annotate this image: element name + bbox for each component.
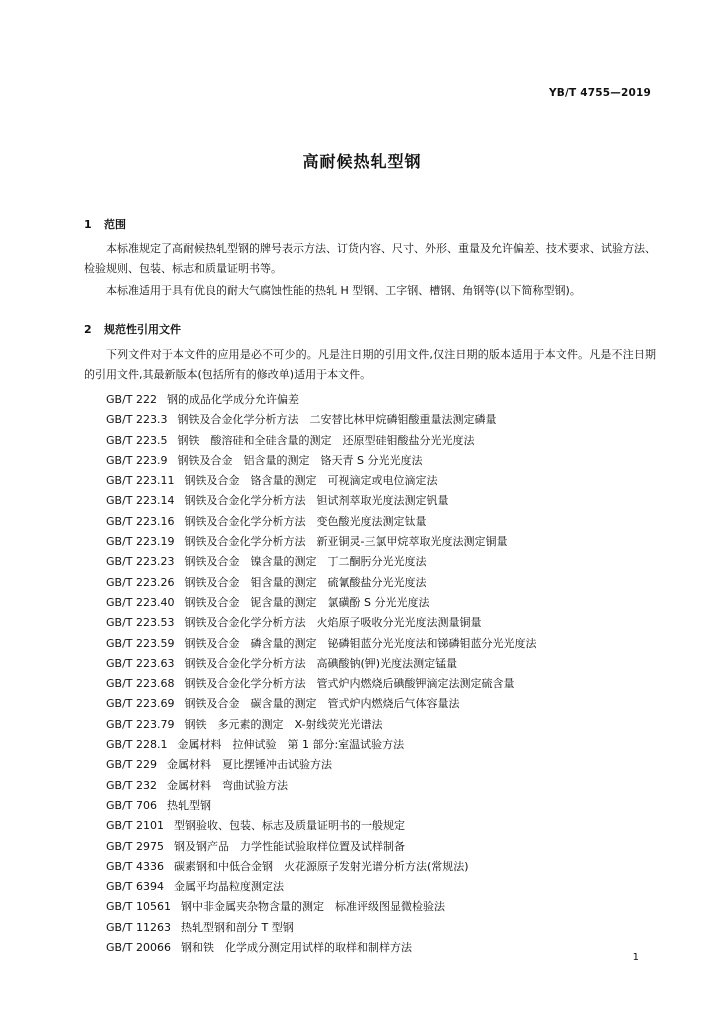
reference-code: GB/T 223.23 <box>106 555 175 569</box>
reference-code: GB/T 223.69 <box>106 697 175 711</box>
reference-item <box>106 735 536 755</box>
reference-title: 钢铁及合金 铬含量的测定 可视滴定或电位滴定法 <box>184 474 438 488</box>
reference-title: 钢铁及合金化学分析方法 新亚铜灵-三氯甲烷萃取光度法测定铜量 <box>184 535 508 549</box>
reference-title: 碳素钢和中低合金钢 火花源原子发射光谱分析方法(常规法) <box>174 859 469 873</box>
reference-title: 钢铁及合金 铝含量的测定 铬天青 S 分光光度法 <box>177 453 423 467</box>
reference-code: GB/T 6394 <box>106 880 164 894</box>
reference-title: 金属平均晶粒度测定法 <box>174 880 284 894</box>
reference-code: GB/T 706 <box>106 798 157 812</box>
reference-code: GB/T 223.68 <box>106 677 175 691</box>
reference-code: GB/T 20066 <box>106 941 171 955</box>
reference-title: 钢铁及合金化学分析方法 变色酸光度法测定钛量 <box>184 514 427 528</box>
reference-code: GB/T 223.3 <box>106 413 168 427</box>
reference-code: GB/T 223.53 <box>106 616 175 630</box>
reference-code: GB/T 223.5 <box>106 433 168 447</box>
reference-title: 热轧型钢和剖分 T 型钢 <box>181 920 294 934</box>
reference-code: GB/T 232 <box>106 778 157 792</box>
reference-code: GB/T 2975 <box>106 839 164 853</box>
references-intro: 下列文件对于本文件的应用是必不可少的。凡是注日期的引用文件,仅注日期的版本适用于本文件。凡是不注日期的引用文件,其最新版本(包括所有的修改单)适用于本文件。 <box>84 348 656 381</box>
reference-code: GB/T 223.40 <box>106 595 175 609</box>
reference-code: GB/T 223.79 <box>106 717 175 731</box>
reference-title: 金属材料 弯曲试验方法 <box>167 778 288 792</box>
reference-code: GB/T 223.26 <box>106 575 175 589</box>
reference-item <box>106 471 536 491</box>
reference-code: GB/T 223.19 <box>106 535 175 549</box>
reference-item <box>106 715 536 735</box>
section-1-number: 1 <box>84 218 92 231</box>
section-2-number: 2 <box>84 323 92 336</box>
reference-item <box>106 451 536 471</box>
reference-title: 钢铁及合金 铌含量的测定 氯磺酚 S 分光光度法 <box>184 595 430 609</box>
scope-paragraph-1: 本标准规定了高耐候热轧型钢的牌号表示方法、订货内容、尺寸、外形、重量及允许偏差、技术要求、试验方法、检验规则、包装、标志和质量证明书等。 <box>84 242 656 275</box>
reference-item <box>106 918 536 938</box>
reference-title: 钢铁及合金化学分析方法 管式炉内燃烧后碘酸钾滴定法测定硫含量 <box>184 677 515 691</box>
reference-code: GB/T 223.59 <box>106 636 175 650</box>
reference-item <box>106 897 536 917</box>
document-title: 高耐候热轧型钢 <box>302 152 422 171</box>
reference-code: GB/T 228.1 <box>106 738 168 752</box>
reference-item <box>106 857 536 877</box>
reference-title: 钢铁及合金化学分析方法 二安替比林甲烷磷钼酸重量法测定磷量 <box>177 413 497 427</box>
page-number: 1 <box>632 952 639 963</box>
reference-title: 金属材料 拉伸试验 第 1 部分:室温试验方法 <box>177 738 405 752</box>
reference-item <box>106 816 536 836</box>
reference-code: GB/T 223.14 <box>106 494 175 508</box>
reference-item <box>106 755 536 775</box>
reference-title: 型钢验收、包装、标志及质量证明书的一般规定 <box>174 819 405 833</box>
reference-code: GB/T 223.16 <box>106 514 175 528</box>
reference-code: GB/T 2101 <box>106 819 164 833</box>
reference-code: GB/T 229 <box>106 758 157 772</box>
reference-item <box>106 837 536 857</box>
reference-item <box>106 674 536 694</box>
reference-title: 钢的成品化学成分允许偏差 <box>167 393 299 406</box>
reference-code: GB/T 11263 <box>106 920 171 934</box>
reference-title: 钢铁及合金化学分析方法 火焰原子吸收分光光度法测量铜量 <box>184 616 482 630</box>
reference-item <box>106 552 536 572</box>
reference-code: GB/T 223.63 <box>106 656 175 670</box>
reference-title: 钢铁及合金化学分析方法 高碘酸钠(钾)光度法测定锰量 <box>184 656 458 670</box>
reference-title: 钢铁 多元素的测定 X-射线荧光光谱法 <box>184 717 383 731</box>
reference-title: 热轧型钢 <box>167 798 211 812</box>
reference-code: GB/T 222 <box>106 393 157 406</box>
reference-item <box>106 877 536 897</box>
standard-code: YB/T 4755—2019 <box>548 87 651 99</box>
reference-item <box>106 390 536 410</box>
reference-title: 钢和铁 化学成分测定用试样的取样和制样方法 <box>181 941 412 955</box>
reference-code: GB/T 223.9 <box>106 453 168 467</box>
section-1-heading <box>84 216 126 232</box>
reference-title: 钢铁 酸溶硅和全硅含量的测定 还原型硅钼酸盐分光光度法 <box>177 433 475 447</box>
section-2-title: 规范性引用文件 <box>104 323 181 336</box>
reference-title: 钢及钢产品 力学性能试验取样位置及试样制备 <box>174 839 405 853</box>
reference-item <box>106 593 536 613</box>
reference-title: 钢中非金属夹杂物含量的测定 标准评级图显微检验法 <box>181 900 445 914</box>
reference-title: 钢铁及合金 钼含量的测定 硫氰酸盐分光光度法 <box>184 575 427 589</box>
reference-title: 钢铁及合金化学分析方法 钽试剂萃取光度法测定钒量 <box>184 494 449 508</box>
reference-item <box>106 512 536 532</box>
reference-item <box>106 776 536 796</box>
reference-item <box>106 532 536 552</box>
reference-item <box>106 431 536 451</box>
reference-item <box>106 634 536 654</box>
reference-item <box>106 796 536 816</box>
reference-code: GB/T 223.11 <box>106 474 175 488</box>
reference-item <box>106 938 536 958</box>
reference-code: GB/T 4336 <box>106 859 164 873</box>
reference-title: 钢铁及合金 镍含量的测定 丁二酮肟分光光度法 <box>184 555 427 569</box>
reference-code: GB/T 10561 <box>106 900 171 914</box>
reference-title: 金属材料 夏比摆锤冲击试验方法 <box>167 758 332 772</box>
reference-item <box>106 573 536 593</box>
section-1-title: 范围 <box>104 218 126 231</box>
reference-list <box>106 390 536 958</box>
reference-title: 钢铁及合金 磷含量的测定 铋磷钼蓝分光光度法和锑磷钼蓝分光光度法 <box>184 636 537 650</box>
reference-item <box>106 694 536 714</box>
reference-item <box>106 613 536 633</box>
reference-item <box>106 410 536 430</box>
scope-paragraph-2: 本标准适用于具有优良的耐大气腐蚀性能的热轧 H 型钢、工字钢、槽钢、角钢等(以下简称型钢)。 <box>106 284 581 297</box>
section-2-heading <box>84 321 181 337</box>
reference-item <box>106 654 536 674</box>
reference-title: 钢铁及合金 碳含量的测定 管式炉内燃烧后气体容量法 <box>184 697 460 711</box>
reference-item <box>106 491 536 511</box>
